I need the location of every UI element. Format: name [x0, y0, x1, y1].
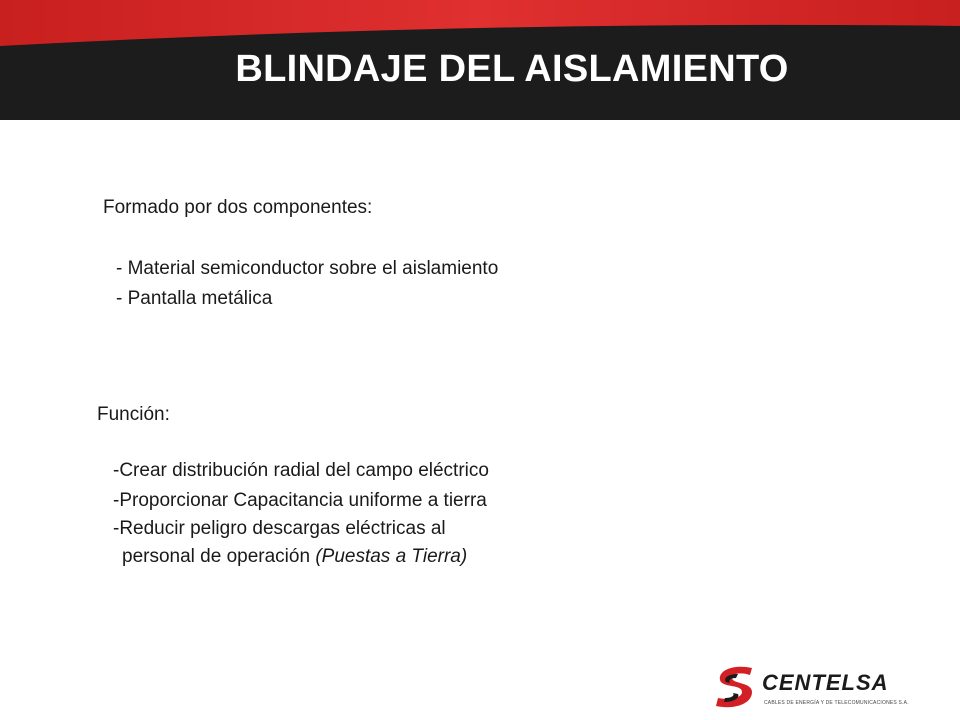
function-item: -Crear distribución radial del campo eléctrico [113, 460, 489, 481]
brand-name: CENTELSA [762, 670, 889, 695]
continuation-italic: (Puestas a Tierra) [315, 546, 468, 567]
function-item: -Reducir peligro descargas eléctricas al [113, 518, 446, 539]
company-logo [712, 664, 909, 714]
function-item: -Proporcionar Capacitancia uniforme a tierra [113, 490, 487, 511]
header-banner [0, 0, 960, 120]
component-item: - Material semiconductor sobre el aislamiento [116, 258, 499, 279]
component-item: - Pantalla metálica [116, 288, 273, 309]
function-item-continuation [122, 542, 467, 572]
function-heading: Función: [97, 404, 170, 425]
intro-text: Formado por dos componentes: [103, 197, 373, 218]
continuation-text: personal de operación [122, 546, 316, 567]
brand-tagline: CABLES DE ENERGÍA Y DE TELECOMUNICACIONES S.A. [764, 700, 909, 706]
centelsa-s-icon [712, 664, 760, 710]
slide-title: BLINDAJE DEL AISLAMIENTO [235, 48, 789, 90]
